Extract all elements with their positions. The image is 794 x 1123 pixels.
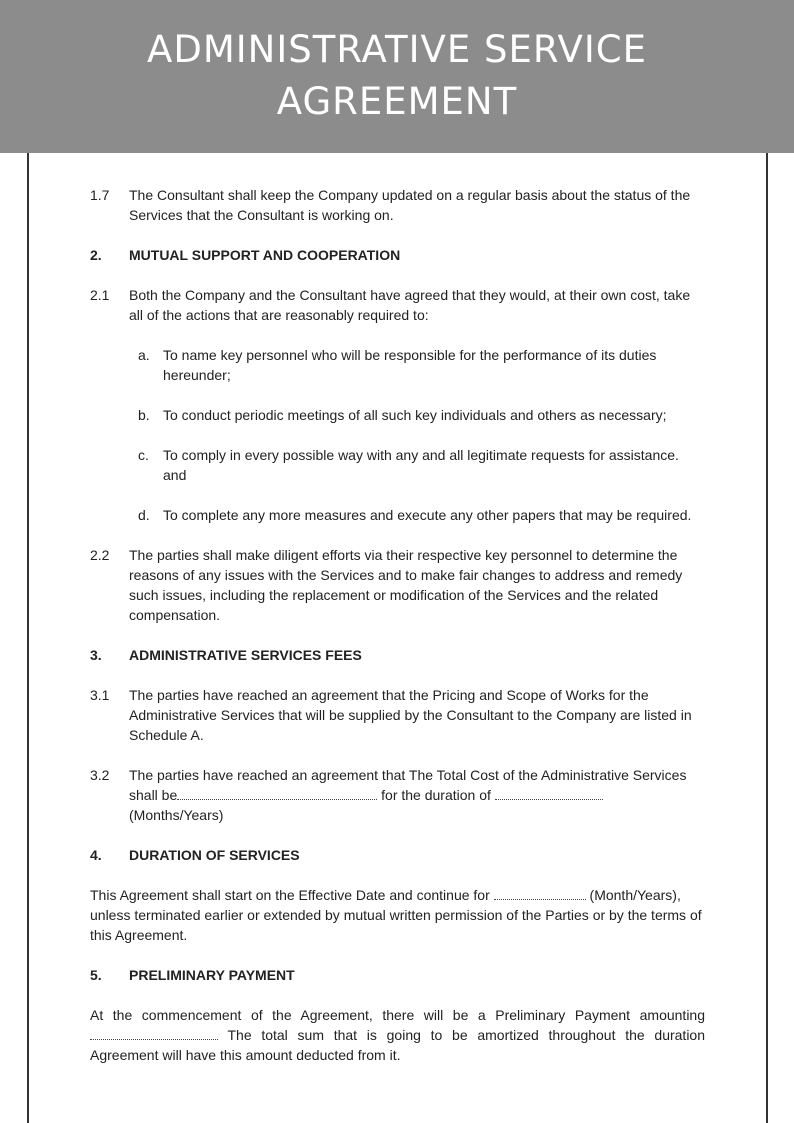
list-item-c — [138, 445, 705, 485]
title-banner — [0, 0, 794, 153]
clause-text-part: The parties have reached an agreement that The Total Cost of the Administrative Services shall be — [129, 767, 687, 803]
heading-number: 2. — [90, 247, 102, 263]
list-item-b — [138, 405, 705, 425]
list-item-text: To name key personnel who will be responsible for the performance of its duties hereunder; — [163, 347, 657, 383]
heading-number: 3. — [90, 647, 102, 663]
preliminary-payment-blank[interactable] — [90, 1025, 218, 1040]
document-body — [90, 185, 705, 1065]
heading-number: 5. — [90, 967, 102, 983]
heading-title: MUTUAL SUPPORT AND COOPERATION — [129, 247, 401, 263]
clause-1-7 — [90, 185, 705, 225]
list-item-text: To comply in every possible way with any and all legitimate requests for assistance. and — [163, 447, 679, 483]
list-item-label: b. — [138, 407, 150, 423]
heading-title: PRELIMINARY PAYMENT — [129, 967, 295, 983]
heading-title: ADMINISTRATIVE SERVICES FEES — [129, 647, 362, 663]
clause-number: 1.7 — [90, 187, 110, 203]
clause-text: The parties shall make diligent efforts via their respective key personnel to determine the reasons of any issues with the Services and to make fair changes to address and remedy such issues, including the replacement or modification of the Services and the related compensation. — [129, 547, 683, 623]
heading-title: DURATION OF SERVICES — [129, 847, 300, 863]
duration-blank[interactable] — [495, 785, 603, 800]
list-item-text: To conduct periodic meetings of all such key individuals and others as necessary; — [163, 407, 667, 423]
clause-3-2 — [90, 765, 705, 825]
clause-text: The parties have reached an agreement that the Pricing and Scope of Works for the Administrative Services that will be supplied by the Consultant to the Company are listed in Schedule A. — [129, 687, 692, 743]
total-cost-blank[interactable] — [177, 785, 377, 800]
clause-text — [129, 765, 705, 825]
clause-number: 2.2 — [90, 547, 110, 563]
clause-text-part: for the duration of — [377, 787, 495, 803]
list-item-label: d. — [138, 507, 150, 523]
agreement-duration-blank[interactable] — [494, 885, 586, 900]
list-item-d — [138, 505, 705, 525]
clause-2-1 — [90, 285, 705, 325]
clause-number: 3.2 — [90, 767, 110, 783]
title-line-1: ADMINISTRATIVE SERVICE — [147, 28, 647, 71]
clause-text: Both the Company and the Consultant have agreed that they would, at their own cost, take all of the actions that are reasonably required to: — [129, 287, 691, 323]
title-line-2: AGREEMENT — [276, 80, 518, 123]
clause-number: 3.1 — [90, 687, 110, 703]
paragraph-section-4 — [90, 885, 705, 945]
list-item-text: To complete any more measures and execute any other papers that may be required. — [163, 507, 692, 523]
paragraph-text-part: The total sum that is going to be amortized throughout the duration Agreement will have this amount deducted from it. — [90, 1027, 705, 1063]
list-item-a — [138, 345, 705, 385]
page-border-left — [27, 153, 29, 1123]
clause-2-2 — [90, 545, 705, 625]
heading-number: 4. — [90, 847, 102, 863]
heading-section-2 — [90, 245, 705, 265]
paragraph-text-part: (Month/Years), unless terminated earlier or extended by mutual written permission of the Parties or by the terms of this Agreement. — [90, 887, 702, 943]
clause-number: 2.1 — [90, 287, 110, 303]
clause-text: The Consultant shall keep the Company updated on a regular basis about the status of the Services that the Consultant is working on. — [129, 187, 691, 223]
heading-section-5 — [90, 965, 705, 985]
page-border-right — [766, 153, 768, 1123]
heading-section-4 — [90, 845, 705, 865]
clause-3-1 — [90, 685, 705, 745]
paragraph-text-part: At the commencement of the Agreement, there will be a Preliminary Payment amounting — [90, 1007, 705, 1023]
list-item-label: a. — [138, 347, 150, 363]
heading-section-3 — [90, 645, 705, 665]
list-item-label: c. — [138, 447, 149, 463]
paragraph-section-5 — [90, 1005, 705, 1065]
paragraph-text-part: This Agreement shall start on the Effective Date and continue for — [90, 887, 494, 903]
clause-text-part: (Months/Years) — [129, 807, 224, 823]
